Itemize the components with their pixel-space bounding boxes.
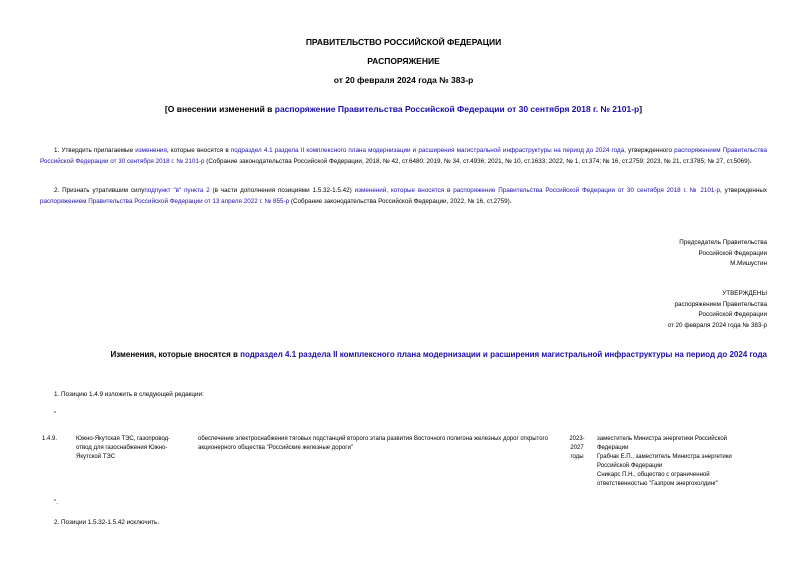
quote-close: ". bbox=[54, 499, 58, 506]
p1-text-g: (Собрание законодательства Российской Федерации, 2018, № 42, ст.6480; 2019, № 34, ст.4936; 2021, № 10, ст.1633; 2022, № 1, ст.374; № 16, ст.2759; 2023, № 21, ст.3785; № 27, ст.5069). bbox=[204, 157, 752, 165]
row-responsible-3: Сникарс П.Н., общество с ограниченной ответственностью "Газпром энергохолдинг" bbox=[597, 472, 719, 487]
doc-type-heading: РАСПОРЯЖЕНИЕ bbox=[367, 56, 440, 66]
changes-title-prefix: Изменения, которые вносятся в bbox=[110, 350, 241, 359]
approved-line-4: от 20 февраля 2024 года № 383-р bbox=[667, 321, 767, 329]
item-2: 2. Позиции 1.5.32-1.5.42 исключить. bbox=[54, 519, 160, 526]
changes-title-link[interactable]: подраздел 4.1 раздела II комплексного плана модернизации и расширения магистральной инфраструктуры на период до 2024 года bbox=[240, 350, 767, 359]
item-1: 1. Позицию 1.4.9 изложить в следующей редакции: bbox=[54, 391, 204, 398]
paragraph-1 bbox=[40, 146, 767, 167]
signature-block bbox=[679, 238, 767, 270]
p2-text-e: , утвержденных bbox=[720, 187, 768, 194]
p1-link-subsection[interactable]: подраздел 4.1 раздела II комплексного плана модернизации и расширения магистральной инфраструктуры на период до 2024 года bbox=[230, 147, 625, 154]
row-responsible-2: Грабчак Е.П., заместитель Министра энергетики Российской Федерации bbox=[597, 454, 732, 469]
p1-text-a: 1. Утвердить прилагаемые bbox=[54, 147, 136, 154]
row-purpose: обеспечение электроснабжения тяговых подстанций второго этапа развития Восточного полигона железных дорог открытого акционерного общества "Российские железные дороги" bbox=[198, 436, 548, 451]
title-prefix: [О внесении изменений в bbox=[164, 104, 275, 114]
title-suffix: ] bbox=[639, 104, 643, 114]
p2-link-subitem[interactable]: подпункт "в" пункта 2 bbox=[144, 187, 210, 194]
approved-block bbox=[668, 289, 767, 331]
p1-link-order[interactable]: распоряжением Правительства Российской Федерации от 30 сентября 2018 г. № 2101-р bbox=[40, 147, 767, 165]
p2-text-c: (в части дополнения позициями 1.5.32-1.5.42) bbox=[209, 187, 355, 194]
signature-line-1: Председатель Правительства bbox=[679, 239, 767, 246]
signature-line-3: М.Мишустин bbox=[730, 260, 767, 267]
title-link[interactable]: распоряжение Правительства Российской Федерации от 30 сентября 2018 г. № 2101-р bbox=[274, 104, 640, 114]
p1-text-e: , утвержденного bbox=[624, 147, 675, 154]
p2-text-a: 2. Признать утратившим силу bbox=[54, 187, 145, 194]
approved-line-3: Российской Федерации bbox=[698, 311, 767, 318]
quote-open: " bbox=[54, 411, 57, 418]
p2-link-order[interactable]: распоряжением Правительства Российской Федерации от 13 апреля 2022 г. № 855-р bbox=[40, 197, 290, 205]
row-number: 1.4.9. bbox=[42, 436, 58, 442]
changes-title bbox=[40, 350, 767, 359]
p1-text-c: , которые вносятся в bbox=[166, 147, 231, 154]
row-responsible-1: заместитель Министра энергетики Российской Федерации bbox=[597, 436, 728, 451]
org-heading: ПРАВИТЕЛЬСТВО РОССИЙСКОЙ ФЕДЕРАЦИИ bbox=[305, 37, 502, 47]
approved-line-2: распоряжением Правительства bbox=[674, 300, 767, 308]
approved-line-1: УТВЕРЖДЕНЫ bbox=[722, 290, 767, 297]
row-object: Южно-Якутская ТЭС, газопровод-отвод для газоснабжения Южно-Якутской ТЭС bbox=[76, 436, 171, 460]
signature-line-2: Российской Федерации bbox=[698, 249, 767, 257]
row-years: 2023-2027 годы bbox=[569, 436, 585, 460]
row-responsible bbox=[597, 435, 757, 489]
doc-title bbox=[0, 104, 807, 114]
p2-text-g: (Собрание законодательства Российской Федерации, 2022, № 16, ст.2759). bbox=[289, 197, 512, 205]
p1-link-changes[interactable]: изменения bbox=[135, 147, 167, 154]
p2-link-changes[interactable]: изменений, которые вносятся в распоряжение Правительства Российской Федерации от 30 сентября 2018 г. № 2101-р bbox=[354, 187, 721, 194]
paragraph-2 bbox=[40, 186, 767, 207]
doc-date-number: от 20 февраля 2024 года № 383-р bbox=[333, 75, 474, 85]
